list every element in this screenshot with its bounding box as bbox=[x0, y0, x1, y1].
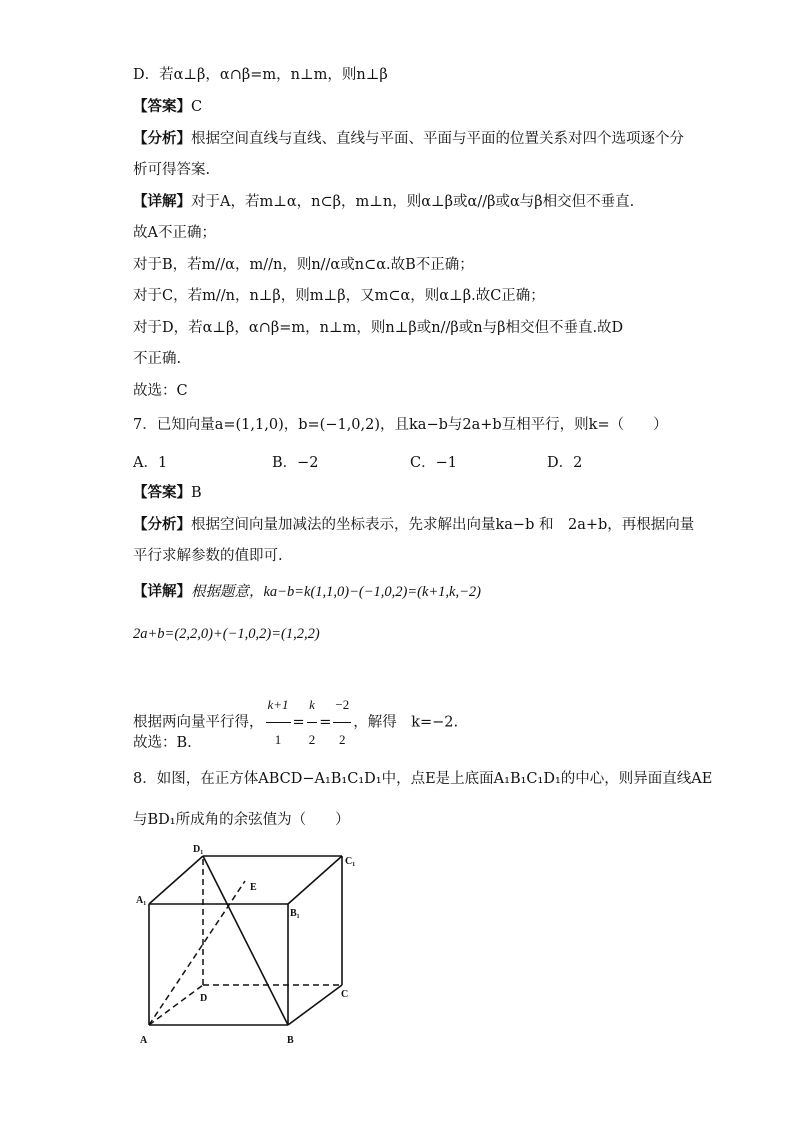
label-c: C bbox=[341, 989, 349, 1000]
fraction-2 bbox=[307, 688, 318, 757]
q6-detail-line3: 对于B，若m//α，m//n，则n//α或n⊂α.故B不正确； bbox=[133, 257, 474, 273]
label-d1: D₁ bbox=[193, 844, 204, 855]
edge-b-c bbox=[288, 985, 342, 1025]
label-d: D bbox=[200, 993, 208, 1004]
q6-detail-line5: 对于D，若α⊥β，α∩β=m，n⊥m，则n⊥β或n//β或n与β相交但不垂直.故D bbox=[133, 320, 624, 336]
answer-tag: 【答案】 bbox=[133, 98, 191, 115]
segment-b-d1 bbox=[203, 856, 288, 1025]
q7-stem: 7．已知向量a=(1,1,0)，b=(−1,0,2)，且ka−b与2a+b互相平行，则k=（ ） bbox=[133, 417, 668, 433]
edge-d1-a1 bbox=[149, 856, 203, 904]
q7-answer-line bbox=[133, 484, 202, 502]
fraction-2-numerator: k bbox=[307, 688, 318, 723]
detail-text: 根据题意，ka−b=k(1,1,0)−(−1,0,2)=(k+1,k,−2) bbox=[191, 584, 481, 600]
q7-choose: 故选：B. bbox=[133, 735, 192, 751]
label-a1: A₁ bbox=[136, 895, 147, 906]
fraction-1-numerator: k+1 bbox=[266, 688, 291, 723]
detail-text: 对于A，若m⊥α，n⊂β，m⊥n，则α⊥β或α//β或α与β相交但不垂直. bbox=[191, 194, 635, 210]
fraction-2-denominator: 2 bbox=[308, 732, 316, 747]
q7-analysis-line2: 平行求解参数的值即可. bbox=[133, 548, 283, 564]
fraction-3-denominator: 2 bbox=[339, 732, 346, 747]
q7-option-b: B．−2 bbox=[272, 455, 319, 471]
q8-stem-line2: 与BD₁所成角的余弦值为（ ） bbox=[133, 812, 350, 828]
q6-choose: 故选：C bbox=[133, 383, 188, 399]
edge-b1-c1 bbox=[288, 856, 342, 904]
q7-detail-line1 bbox=[133, 583, 481, 601]
q7-analysis-line1 bbox=[133, 516, 694, 534]
q6-detail-line4: 对于C，若m//n，n⊥β，则m⊥β，又m⊂α，则α⊥β.故C正确； bbox=[133, 288, 545, 304]
fraction-3 bbox=[333, 688, 351, 757]
label-b1: B₁ bbox=[290, 908, 300, 919]
q6-detail-line6: 不正确. bbox=[133, 351, 182, 367]
q6-detail-line1 bbox=[133, 193, 634, 211]
hidden-edge-a-d bbox=[149, 985, 203, 1025]
q8-stem-line1: 8．如图，在正方体ABCD−A₁B₁C₁D₁中，点E是上底面A₁B₁C₁D₁的中心，则异面直线AE bbox=[133, 771, 713, 787]
fraction-3-numerator: −2 bbox=[333, 688, 351, 723]
q7-option-a: A．1 bbox=[133, 455, 168, 471]
solve-text: ，解得 k=−2. bbox=[353, 714, 459, 731]
answer-tag: 【答案】 bbox=[133, 484, 191, 501]
fraction-1-denominator: 1 bbox=[274, 732, 282, 747]
analysis-tag: 【分析】 bbox=[133, 130, 191, 147]
q6-answer-line bbox=[133, 98, 202, 116]
label-c1: C₁ bbox=[345, 856, 356, 867]
fraction-1 bbox=[266, 688, 291, 757]
q7-parallel-line: 根据两向量平行得， $\frac{k+1}{1}$ = $\frac{k}{2}$ = $\frac{-2}{2}$ ，解得 k=−2. bbox=[133, 688, 458, 757]
q6-option-d: D．若α⊥β，α∩β=m，n⊥m，则n⊥β bbox=[133, 67, 388, 83]
answer-value: C bbox=[191, 99, 203, 115]
detail-tag: 【详解】 bbox=[133, 193, 191, 210]
q7-option-d: D．2 bbox=[547, 455, 583, 471]
answer-value: B bbox=[191, 485, 202, 501]
q6-detail-line2: 故A不正确； bbox=[133, 225, 216, 241]
q6-analysis-line2: 析可得答案. bbox=[133, 162, 211, 178]
analysis-text: 根据空间向量加减法的坐标表示，先求解出向量ka−b 和 2a+b，再根据向量 bbox=[191, 517, 695, 533]
detail-tag: 【详解】 bbox=[133, 583, 191, 600]
q6-analysis-line1 bbox=[133, 130, 684, 148]
parallel-prefix: 根据两向量平行得， bbox=[133, 714, 264, 731]
analysis-text: 根据空间直线与直线、直线与平面、平面与平面的位置关系对四个选项逐个分 bbox=[191, 131, 684, 147]
q7-detail-line2: 2a+b=(2,2,0)+(−1,0,2)=(1,2,2) bbox=[133, 626, 320, 642]
label-a: A bbox=[140, 1035, 148, 1046]
label-b: B bbox=[287, 1035, 294, 1046]
label-e: E bbox=[250, 882, 257, 893]
analysis-tag: 【分析】 bbox=[133, 516, 191, 533]
q7-option-c: C．−1 bbox=[410, 455, 457, 471]
segment-a-e bbox=[149, 881, 245, 1025]
